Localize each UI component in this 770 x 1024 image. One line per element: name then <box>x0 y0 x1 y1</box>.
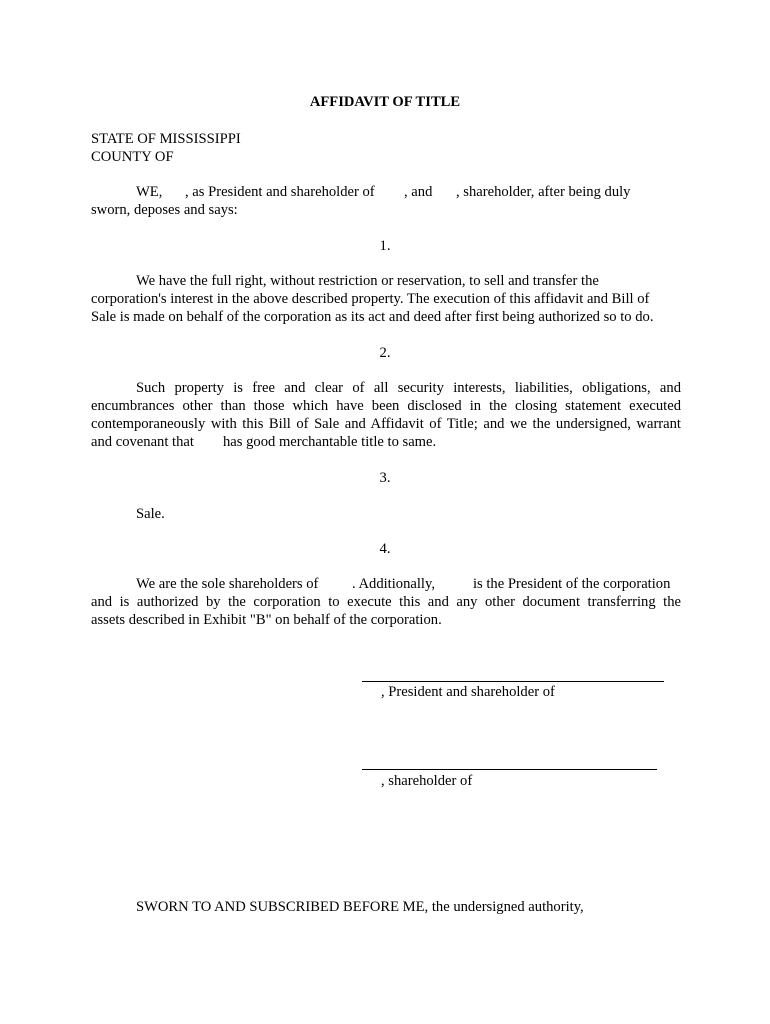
intro-sworn: sworn, deposes and says: <box>91 202 238 218</box>
paragraph-line: . Additionally, <box>352 576 435 592</box>
paragraph-line: is the President of the corporation <box>473 576 671 592</box>
intro-president: , as President and shareholder of <box>185 184 375 200</box>
paragraph-line: assets described in Exhibit "B" on behalf of the corporation. <box>91 612 442 628</box>
paragraph-line: has good merchantable title to same. <box>223 434 437 450</box>
intro-and: , and <box>404 184 433 200</box>
paragraph-line: corporation's interest in the above described property. The execution of this affidavit and Bill of <box>91 291 650 307</box>
paragraph-line: and is authorized by the corporation to execute this and any other document transferring the <box>91 594 681 610</box>
section-number: 4. <box>379 541 391 557</box>
section-number: 3. <box>379 470 391 486</box>
intro-shareholder: , shareholder, after being duly <box>456 184 631 200</box>
paragraph-line: and covenant that <box>91 434 194 450</box>
paragraph-line: encumbrances other than those which have been disclosed in the closing statement executed <box>91 398 681 414</box>
county-line: COUNTY OF <box>91 149 174 165</box>
sworn-statement: SWORN TO AND SUBSCRIBED BEFORE ME, the undersigned authority, <box>136 899 584 915</box>
paragraph-line: contemporaneously with this Bill of Sale and Affidavit of Title; and we the undersigned, warrant <box>91 416 681 432</box>
signature-line-president[interactable] <box>362 681 664 682</box>
state-line: STATE OF MISSISSIPPI <box>91 131 241 147</box>
section-number: 1. <box>379 238 391 254</box>
paragraph-line: We have the full right, without restriction or reservation, to sell and transfer the <box>136 273 599 289</box>
paragraph-line: Sale. <box>136 506 165 522</box>
intro-we: WE, <box>136 184 163 200</box>
signature-label-shareholder: , shareholder of <box>381 773 473 789</box>
paragraph-line: Sale is made on behalf of the corporation as its act and deed after first being authorized so to do. <box>91 309 654 325</box>
paragraph-line: Such property is free and clear of all security interests, liabilities, obligations, and <box>136 380 681 396</box>
signature-label-president: , President and shareholder of <box>381 684 555 700</box>
paragraph-line: We are the sole shareholders of <box>136 576 319 592</box>
signature-line-shareholder[interactable] <box>362 769 657 770</box>
document-title: AFFIDAVIT OF TITLE <box>309 94 461 110</box>
section-number: 2. <box>379 345 391 361</box>
